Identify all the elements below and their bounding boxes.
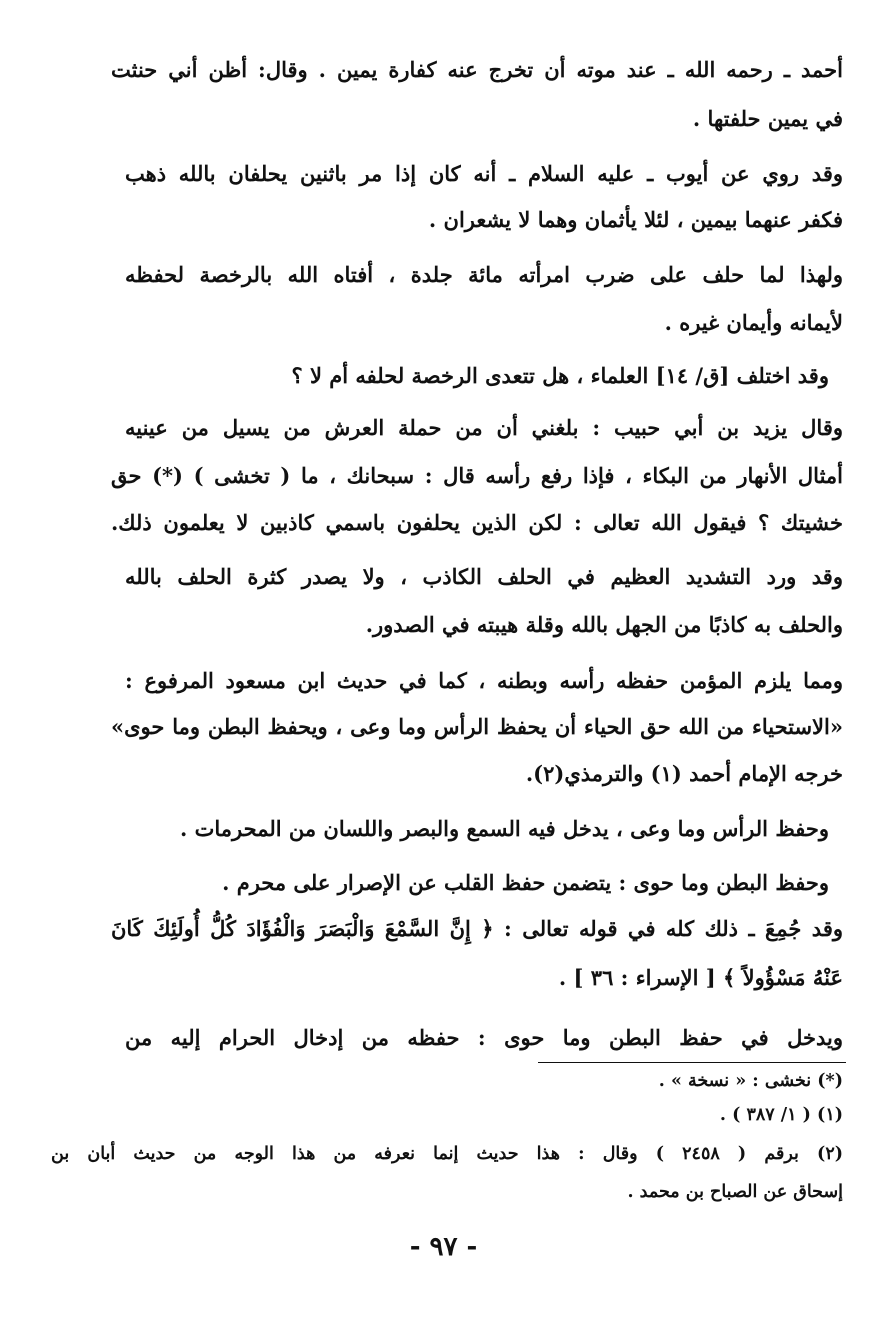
text-line: ولهذا لما حلف على ضرب امرأته مائة جلدة ، أفتاه الله بالرخصة لحفظه — [125, 262, 843, 287]
footnote: (٢) برقم ( ٢٤٥٨ ) وقال : هذا حديث إنما نعرفه من هذا الوجه من حديث أبان بن — [51, 1144, 843, 1164]
footnote: إسحاق عن الصباح بن محمد . — [627, 1182, 843, 1202]
text-line: والحلف به كاذبًا من الجهل بالله وقلة هيبته في الصدور. — [365, 612, 843, 637]
hadith-quote-line: «الاستحياء من الله حق الحياء أن يحفظ الرأس وما وعى ، ويحفظ البطن وما حوى» — [111, 714, 843, 739]
text-line: وقد روي عن أيوب ـ عليه السلام ـ أنه كان إذا مر باثنين يحلفان بالله ذهب — [125, 161, 843, 186]
text-line: وقد ورد التشديد العظيم في الحلف الكاذب ، ولا يصدر كثرة الحلف بالله — [125, 564, 843, 589]
quran-verse-line: عَنْهُ مَسْؤُولاً ﴾ [ الإسراء : ٣٦ ] . — [558, 965, 843, 990]
text-line: في يمين حلفتها . — [692, 106, 843, 131]
footnote-separator — [538, 1062, 846, 1063]
footnote: (١) ( ١/ ٣٨٧ ) . — [719, 1105, 843, 1125]
quran-verse-line: وقد جُمِعَ ـ ذلك كله في قوله تعالى : ﴿ إِنَّ السَّمْعَ وَالْبَصَرَ وَالْفُؤَادَ كُلُّ أُولَئِكَ كَانَ — [111, 916, 843, 941]
text-line: أمثال الأنهار من البكاء ، فإذا رفع رأسه قال : سبحانك ، ما ( تخشى ) (*) حق — [111, 463, 843, 488]
text-line: ومما يلزم المؤمن حفظه رأسه وبطنه ، كما في حديث ابن مسعود المرفوع : — [125, 668, 843, 693]
text-line: فكفر عنهما بيمين ، لئلا يأثمان وهما لا يشعران . — [428, 207, 843, 232]
page-number: - ٩٧ - — [409, 1232, 478, 1262]
text-line: وحفظ البطن وما حوى : يتضمن حفظ القلب عن الإصرار على محرم . — [222, 870, 829, 895]
text-line: وحفظ الرأس وما وعى ، يدخل فيه السمع والبصر واللسان من المحرمات . — [180, 816, 829, 841]
text-line: أحمد ـ رحمه الله ـ عند موته أن تخرج عنه كفارة يمين . وقال: أظن أني حنثت — [111, 57, 843, 82]
text-line: لأيمانه وأيمان غيره . — [664, 310, 843, 335]
text-line: خشيتك ؟ فيقول الله تعالى : لكن الذين يحلفون باسمي كاذبين لا يعلمون ذلك. — [111, 510, 843, 535]
text-line: وقد اختلف [ق/ ١٤] العلماء ، هل تتعدى الرخصة لحلفه أم لا ؟ — [291, 363, 829, 388]
text-line: خرجه الإمام أحمد (١) والترمذي(٢). — [525, 761, 843, 786]
footnote: (*) نخشى : « نسخة » . — [658, 1071, 843, 1091]
text-line: وقال يزيد بن أبي حبيب : بلغني أن من حملة العرش من يسيل من عينيه — [125, 415, 843, 440]
text-line: ويدخل في حفظ البطن وما حوى : حفظه من إدخال الحرام إليه من — [125, 1025, 843, 1050]
